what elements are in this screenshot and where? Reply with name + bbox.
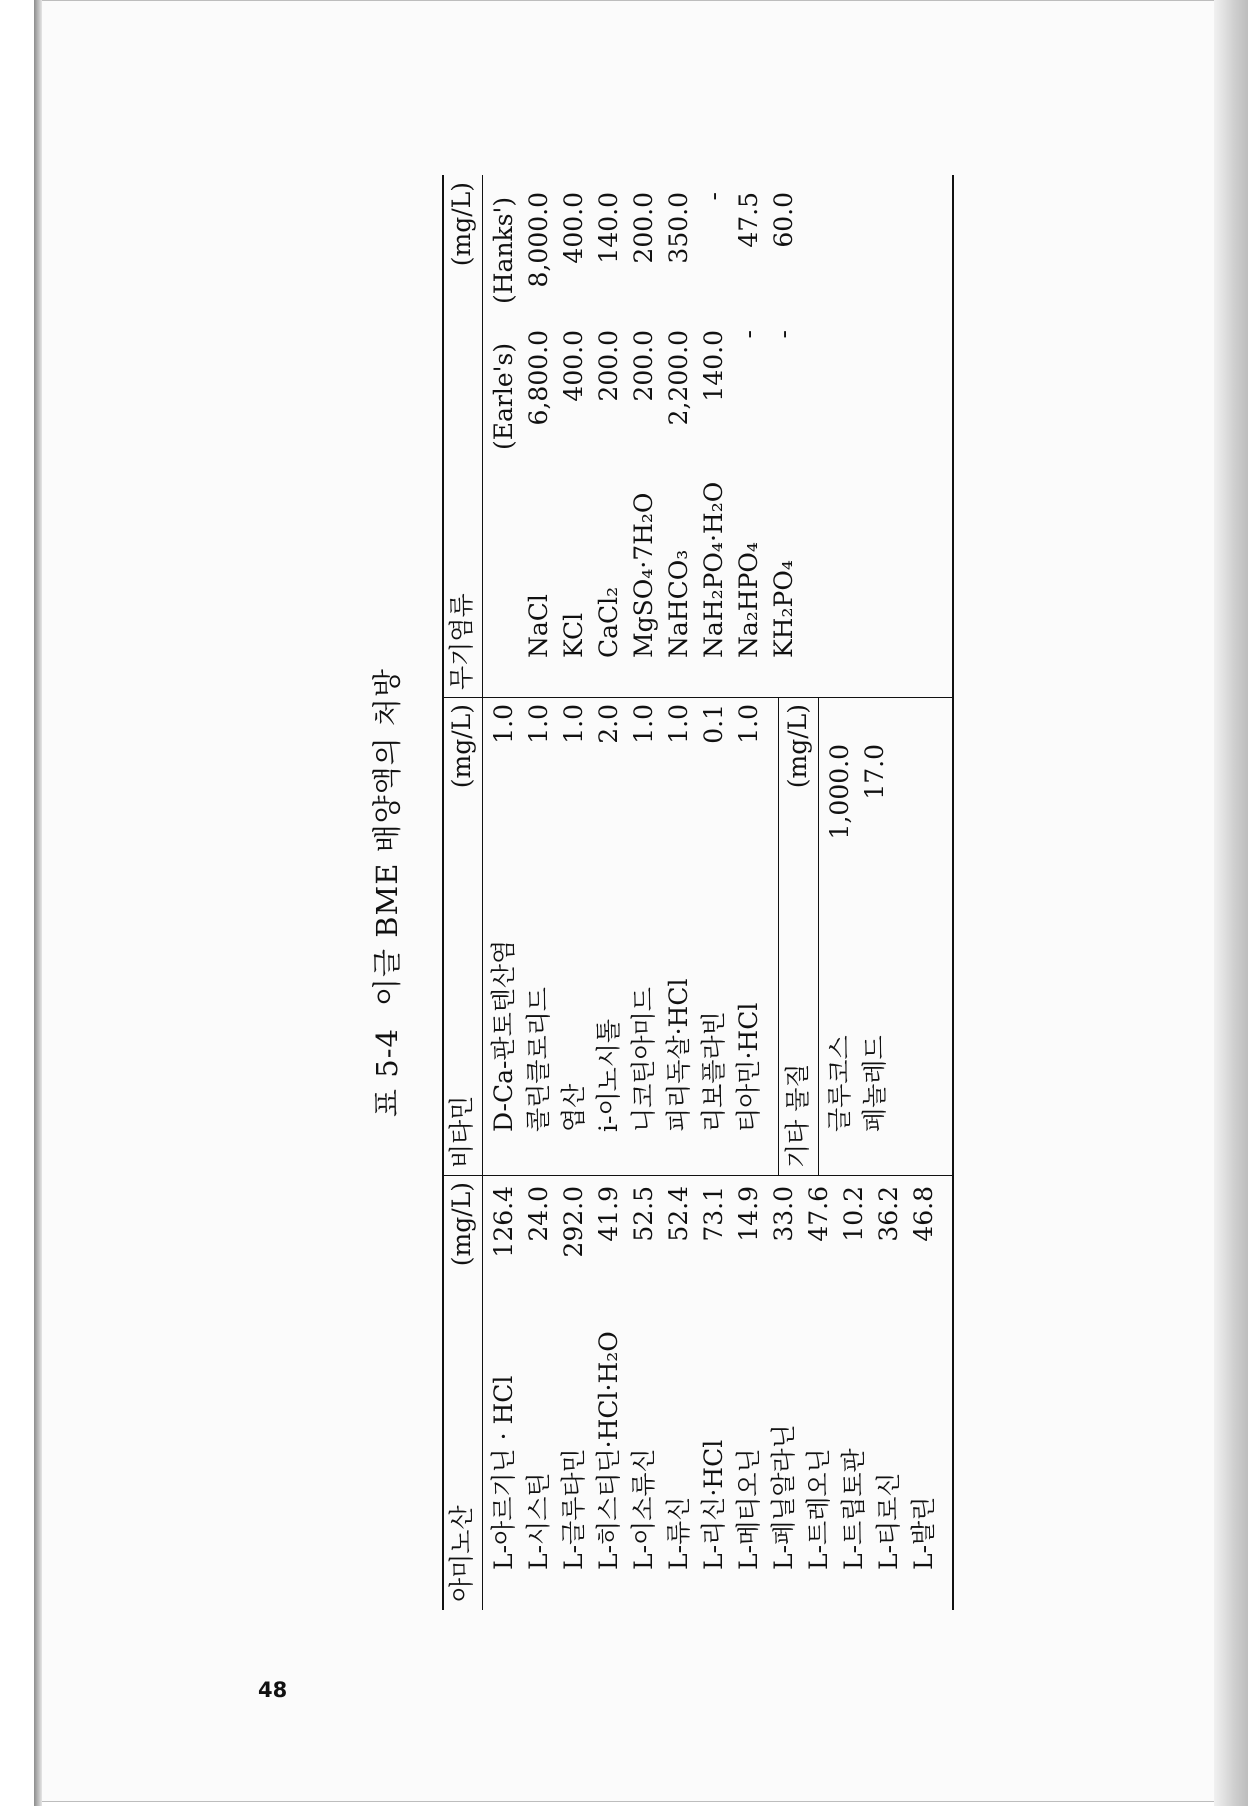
amino-name: L-히스티딘·HCl·H₂O: [594, 1331, 623, 1570]
vitamin-name: 콜린클로리드: [524, 987, 553, 1132]
amino-value: 52.4: [664, 1186, 693, 1242]
amino-name: L-리신·HCl: [699, 1439, 728, 1570]
inorganic-hanks: 400.0: [559, 192, 588, 264]
amino-name: L-류신: [664, 1496, 693, 1570]
amino-value: 73.1: [699, 1186, 728, 1242]
vitamin-name: 엽산: [559, 1083, 588, 1132]
inorganic-earle-header: (Earle's): [489, 342, 518, 450]
inorganic-name: KCl: [559, 612, 588, 658]
amino-name: L-페닐알라닌: [769, 1424, 798, 1570]
vitamin-value: 1.0: [559, 704, 588, 744]
inorganic-name: NaHCO₃: [664, 549, 693, 658]
amino-value: 46.8: [909, 1186, 938, 1242]
inorganic-name: NaH₂PO₄·H₂O: [699, 481, 728, 658]
vitamin-value: 1.0: [734, 704, 763, 744]
inorganic-hanks: 200.0: [629, 192, 658, 264]
vitamin-value: 0.1: [699, 704, 728, 744]
amino-header: 아미노산: [447, 1505, 476, 1602]
amino-value: 41.9: [594, 1186, 623, 1242]
amino-name: L-시스틴: [524, 1472, 553, 1570]
inorganic-hanks: 8,000.0: [524, 192, 553, 288]
amino-value: 126.4: [489, 1186, 518, 1258]
amino-value: 10.2: [839, 1186, 868, 1242]
inorganic-name: KH₂PO₄: [769, 560, 798, 658]
inorganic-earle: 400.0: [559, 330, 588, 402]
amino-name: L-아르기닌 · HCl: [489, 1375, 518, 1570]
other-name: 페놀레드: [860, 1035, 889, 1132]
divider-vitamin-inorganic: [442, 697, 954, 698]
other-section-header-rule: [818, 698, 819, 1176]
inorganic-earle: 6,800.0: [524, 330, 553, 426]
vitamin-value: 1.0: [629, 704, 658, 744]
vitamin-name: D-Ca-판토텐산염: [489, 939, 518, 1132]
inorganic-hanks-header: (Hanks'): [489, 196, 518, 304]
inorganic-name: NaCl: [524, 594, 553, 658]
inorganic-earle: -: [769, 330, 798, 339]
table-bottom-rule: [952, 175, 954, 1610]
vitamin-value: 1.0: [489, 704, 518, 744]
amino-name: L-글루타민: [559, 1448, 588, 1570]
vitamin-name: i-이노시톨: [594, 1018, 623, 1132]
other-header: 기타 물질: [783, 1063, 812, 1168]
vitamin-value: 1.0: [664, 704, 693, 744]
amino-value: 52.5: [629, 1186, 658, 1242]
vitamin-name: 리보플라빈: [699, 1011, 728, 1132]
inorganic-earle: -: [734, 330, 763, 339]
inorganic-name: CaCl₂: [594, 586, 623, 658]
inorganic-hanks: 47.5: [734, 192, 763, 248]
inorganic-hanks: -: [699, 192, 728, 201]
table-title: 이글 BME 배양액의 처방: [370, 668, 404, 1007]
other-value: 1,000.0: [825, 744, 854, 840]
inorganic-name: Na₂HPO₄: [734, 542, 763, 658]
header-rule: [482, 175, 483, 1610]
table-label: 표 5-4: [370, 1028, 404, 1117]
table-top-rule: [442, 175, 444, 1610]
rotated-table-block: [365, 175, 955, 1610]
vitamin-header: 비타민: [447, 1095, 476, 1168]
amino-name: L-메티오닌: [734, 1448, 763, 1570]
amino-value: 14.9: [734, 1186, 763, 1242]
inorganic-hanks: 140.0: [594, 192, 623, 264]
amino-name: L-티로신: [874, 1472, 903, 1570]
inorganic-earle: 200.0: [594, 330, 623, 402]
page-edge-shadow: [1214, 0, 1248, 1806]
inorganic-hanks: 60.0: [769, 192, 798, 248]
vitamin-name: 니코틴아미드: [629, 987, 658, 1132]
table-caption: [365, 175, 406, 1610]
other-unit: (mg/L): [783, 704, 812, 789]
vitamin-unit: (mg/L): [447, 704, 476, 789]
amino-unit: (mg/L): [447, 1182, 476, 1267]
amino-name: L-이소류신: [629, 1448, 658, 1570]
vitamin-name: 피리독살·HCl: [664, 978, 693, 1132]
inorganic-hanks: 350.0: [664, 192, 693, 264]
amino-name: L-트립토판: [839, 1448, 868, 1570]
inorganic-header: 무기염류: [447, 593, 476, 690]
amino-value: 47.6: [804, 1186, 833, 1242]
amino-value: 292.0: [559, 1186, 588, 1258]
inorganic-earle: 140.0: [699, 330, 728, 402]
amino-value: 33.0: [769, 1186, 798, 1242]
vitamin-value: 2.0: [594, 704, 623, 744]
vitamin-value: 1.0: [524, 704, 553, 744]
vitamin-name: 티아민·HCl: [734, 1002, 763, 1132]
amino-value: 24.0: [524, 1186, 553, 1242]
page-number: 48: [258, 1678, 288, 1702]
other-value: 17.0: [860, 744, 889, 800]
inorganic-unit: (mg/L): [447, 182, 476, 267]
divider-amino-vitamin: [442, 1175, 954, 1176]
inorganic-name: MgSO₄·7H₂O: [629, 492, 658, 658]
amino-value: 36.2: [874, 1186, 903, 1242]
other-name: 글루코스: [825, 1035, 854, 1132]
inorganic-earle: 2,200.0: [664, 330, 693, 426]
page-binding-edge: [34, 0, 42, 1806]
inorganic-earle: 200.0: [629, 330, 658, 402]
bme-formula-table: [442, 175, 954, 1610]
amino-name: L-발린: [909, 1496, 938, 1570]
amino-name: L-트레오닌: [804, 1448, 833, 1570]
other-section-top-rule: [778, 698, 779, 1176]
